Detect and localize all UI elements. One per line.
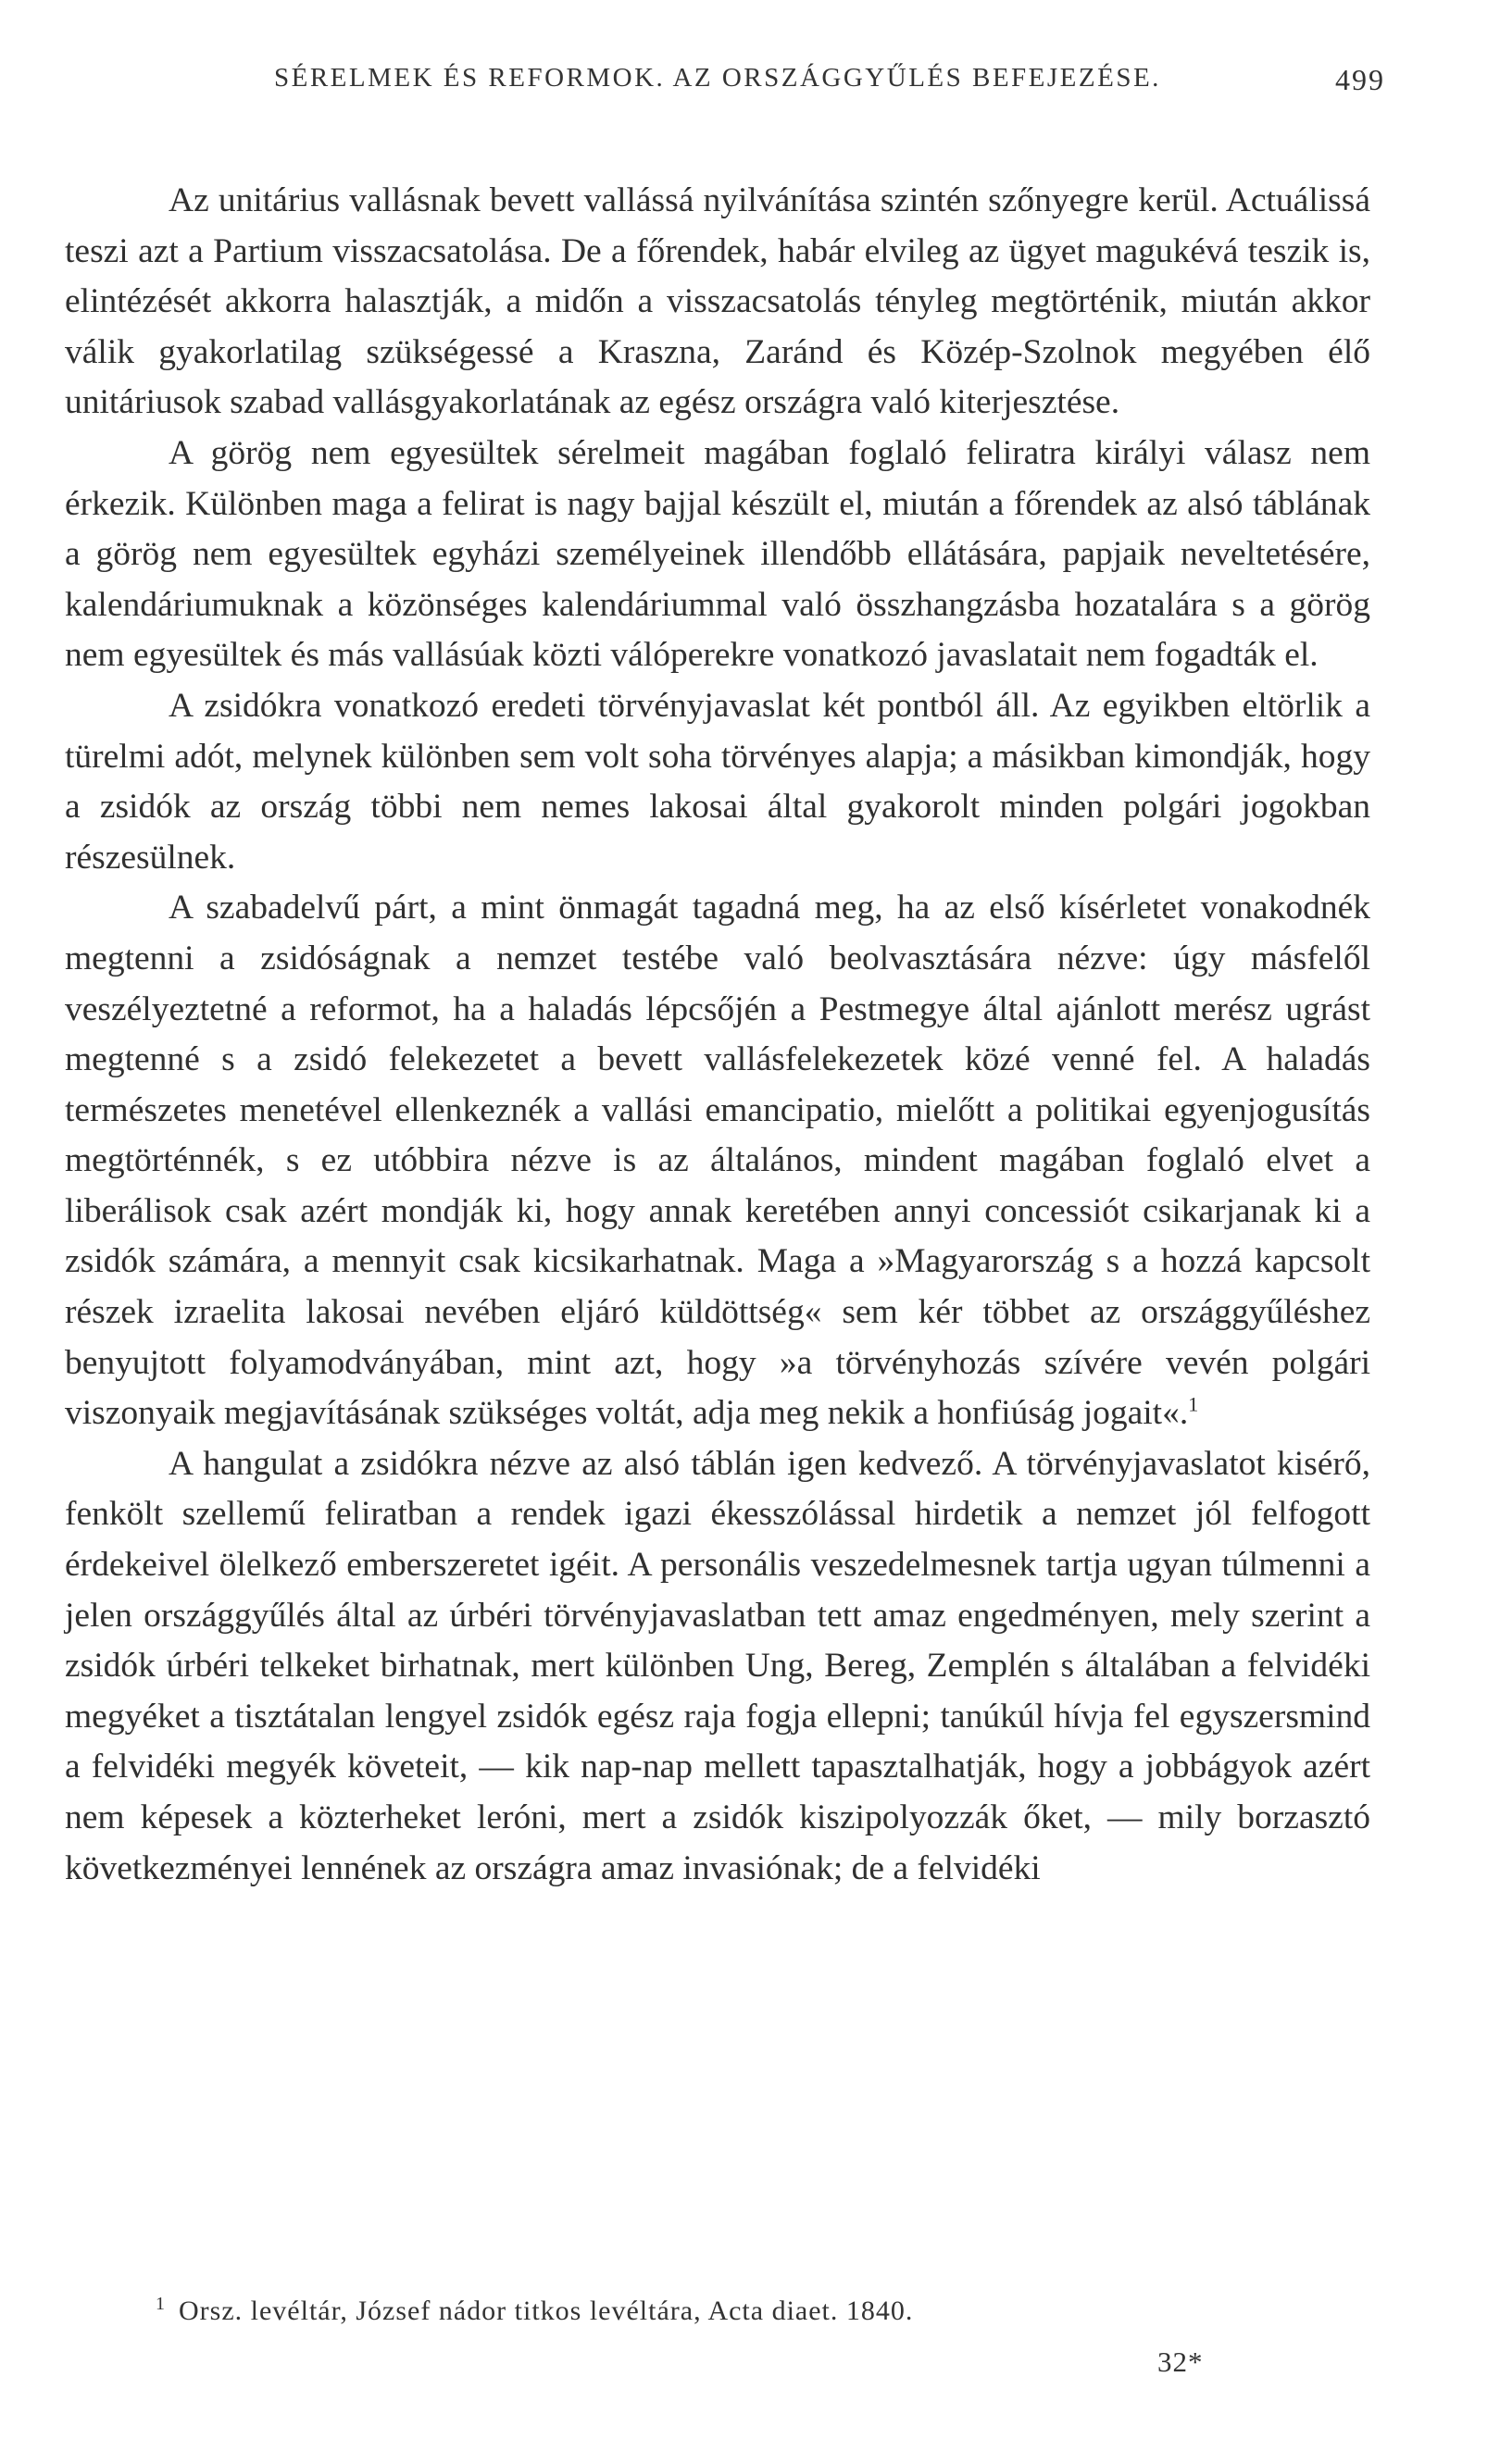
running-head	[274, 63, 1385, 96]
paragraph-gorog: A görög nem egyesültek sérelmeit magában foglaló feliratra királyi válasz nem érkezik. Különben maga a felirat is nagy bajjal készült el, miután a főrendek az alsó táblának a görög nem egyesültek egyházi személyeinek illendőbb ellátására, papjaik neveltetésére, kalendáriumuknak a közönséges kalendáriummal való összhangzásba hozatalára s a görög nem egyesültek és más vallásúak közti válóperekre vonatkozó javaslatait nem fogadták el.	[65, 433, 1370, 675]
body-text	[65, 176, 1370, 1894]
page-number: 499	[1335, 63, 1385, 96]
footnote	[156, 2294, 1359, 2327]
printer-signature-mark: 32*	[1157, 2346, 1204, 2378]
paragraph-szabadelvu: A szabadelvű párt, a mint önmagát tagadná meg, ha az első kísérletet vonakodnék megtenni a zsidóságnak a nemzet testébe való beolvasztására nézve: úgy másfelől veszélyeztetné a reformot, ha a haladás lépcsőjén a Pestmegye által ajánlott merész ugrást megtenné s a zsidó felekezetet a bevett vallásfelekezetek közé venné fel. A haladás természetes menetével ellenkeznék a vallási emancipatio, mielőtt a politikai egyenjogusítás megtörténnék, s ez utóbbira nézve is az általános, mindent magában foglaló elvet a liberálisok csak azért mondják ki, hogy annak keretében annyi concessiót csikarjanak ki a zsidók számára, a mennyit csak kicsikarhatnak. Maga a »Magyarország s a hozzá kapcsolt részek izraelita lakosai nevében eljáró küldöttség« sem kér többet az országgyűléshez benyujtott folyamodványában, mint azt, hogy »a törvényhozás szívére vevén polgári viszonyaik megjavításának szükséges voltát, adja meg nekik a honfiúság jogait«.$^1$	[65, 889, 1370, 1433]
footnote-mark: 1	[156, 2294, 166, 2314]
paragraph-zsidok-javaslat: A zsidókra vonatkozó eredeti törvényjavaslat két pontból áll. Az egyikben eltörlik a türelmi adót, melynek különben sem volt soha törvényes alapja; a másikban kimondják, hogy a zsidók az ország többi nem nemes lakosai által gyakorolt minden polgári jogokban részesülnek.	[65, 686, 1370, 877]
footnote-reference: 1	[1188, 1392, 1199, 1416]
paragraph-hangulat: A hangulat a zsidókra nézve az alsó táblán igen kedvező. A törvényjavaslatot kisérő, fenkölt szellemű feliratban a rendek igazi ékesszólással hirdetik a nemzet jól felfogott érdekeivel ölelkező emberszeretet igéit. A personális veszedelmesnek tartja ugyan túlmenni a jelen országgyűlés által az úrbéri törvényjavaslatban tett amaz engedményen, mely szerint a zsidók úrbéri telkeket birhatnak, mert különben Ung, Bereg, Zemplén s általában a felvidéki megyéket a tisztátalan lengyel zsidók egész raja fogja ellepni; tanúkúl hívja fel egyszersmind a felvidéki megyék követeit, — kik nap-nap mellett tapasztalhatják, hogy a jobbágyok azért nem képesek a közterheket leróni, mert a zsidók kiszipolyozzák őket, — mily borzasztó következményei lennének az országra amaz invasiónak; de a felvidéki	[65, 1444, 1370, 1887]
paragraph-unitarius: Az unitárius vallásnak bevett vallássá nyilvánítása szintén szőnyegre kerül. Actuálissá teszi azt a Partium visszacsatolása. De a főrendek, habár elvileg az ügyet magukévá teszik is, elintézését akkorra halasztják, a midőn a visszacsatolás tényleg megtörténik, miután akkor válik gyakorlatilag szükségessé a Kraszna, Zaránd és Közép-Szolnok megyében élő unitáriusok szabad vallásgyakorlatának az egész országra való kiterjesztése.	[65, 181, 1370, 422]
running-title: SÉRELMEK ÉS REFORMOK. AZ ORSZÁGGYŰLÉS BEFEJEZÉSE.	[274, 63, 1161, 93]
footnote-text: Orsz. levéltár, József nádor titkos levéltára, Acta diaet. 1840.	[179, 2296, 914, 2326]
